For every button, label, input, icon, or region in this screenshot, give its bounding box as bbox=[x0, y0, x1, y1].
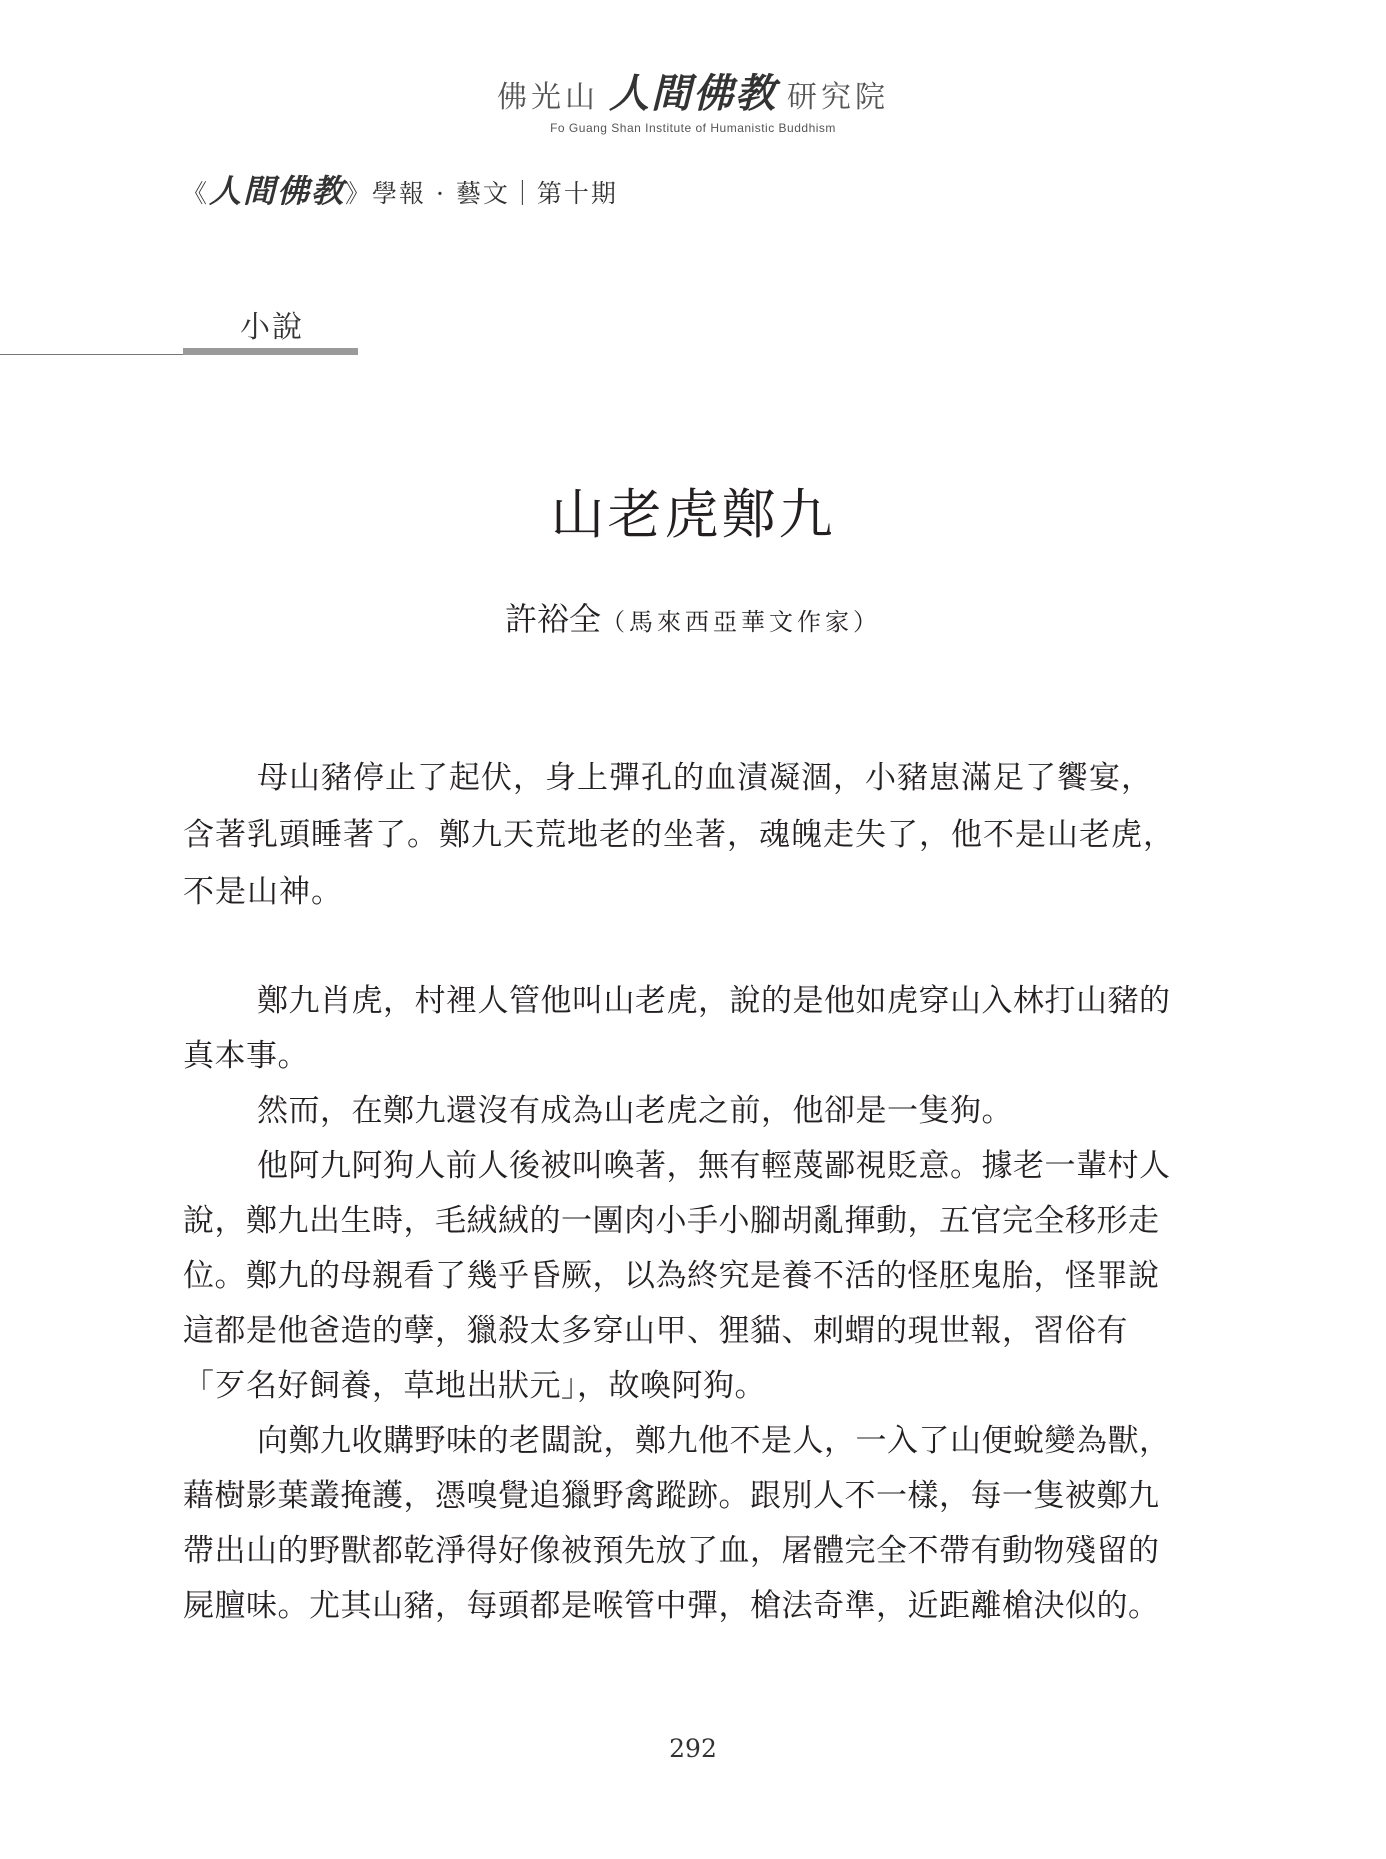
institute-name bbox=[0, 62, 1386, 119]
institute-name-right: 研究院 bbox=[787, 80, 889, 115]
page-number: 292 bbox=[669, 1734, 717, 1763]
institute-english-name: Fo Guang Shan Institute of Humanistic Buddhism bbox=[550, 121, 836, 135]
paragraph-1 bbox=[183, 750, 1183, 921]
institute-brand-logo: 人間佛教 bbox=[609, 70, 777, 117]
institute-header bbox=[0, 62, 1386, 135]
author-name: 許裕全 bbox=[504, 600, 601, 638]
journal-open-bracket: 《 bbox=[182, 179, 210, 208]
paragraph-3 bbox=[183, 1084, 1183, 1139]
paragraph-4 bbox=[183, 1139, 1183, 1414]
section-divider-bar bbox=[183, 348, 358, 355]
journal-issue-info: 》學報 · 藝文｜第十期 bbox=[345, 179, 618, 208]
paragraph-3-text: 然而，在鄭九還沒有成為山老虎之前，他卻是一隻狗。 bbox=[257, 1093, 1013, 1129]
journal-brand-logo: 人間佛教 bbox=[209, 172, 346, 210]
section-label: 小說 bbox=[240, 310, 304, 345]
paragraph-5-text: 向鄭九收購野味的老闆說，鄭九他不是人，一入了山便蛻變為獸，藉樹影葉叢掩護，憑嗅覺追獵野禽蹤跡。跟別人不一樣，每一隻被鄭九帶出山的野獸都乾淨得好像被預先放了血，屠體完全不帶有動物殘留的屍膻味。尤其山豬，每頭都是喉管中彈，槍法奇準，近距離槍決似的。 bbox=[183, 1423, 1171, 1624]
article-title: 山老虎鄭九 bbox=[550, 483, 836, 546]
paragraph-1-text: 母山豬停止了起伏，身上彈孔的血漬凝涸，小豬崽滿足了饗宴，含著乳頭睡著了。鄭九天荒地老的坐著，魂魄走失了，他不是山老虎，不是山神。 bbox=[183, 760, 1175, 910]
article-byline bbox=[0, 594, 1386, 640]
journal-header bbox=[182, 166, 618, 212]
paragraph-2 bbox=[183, 974, 1183, 1084]
institute-name-left: 佛光山 bbox=[497, 80, 599, 115]
paragraph-5 bbox=[183, 1414, 1183, 1634]
paragraph-2-text: 鄭九肖虎，村裡人管他叫山老虎，說的是他如虎穿山入林打山豬的真本事。 bbox=[183, 983, 1171, 1074]
paragraph-4-text: 他阿九阿狗人前人後被叫喚著，無有輕蔑鄙視貶意。據老一輩村人說，鄭九出生時，毛絨絨的一團肉小手小腳胡亂揮動，五官完全移形走位。鄭九的母親看了幾乎昏厥，以為終究是養不活的怪胚鬼胎，怪罪說這都是他爸造的孽，獵殺太多穿山甲、狸貓、刺蝟的現世報，習俗有「歹名好飼養，草地出狀元」，故喚阿狗。 bbox=[183, 1148, 1171, 1404]
author-affiliation: （馬來西亞華文作家） bbox=[601, 608, 881, 636]
